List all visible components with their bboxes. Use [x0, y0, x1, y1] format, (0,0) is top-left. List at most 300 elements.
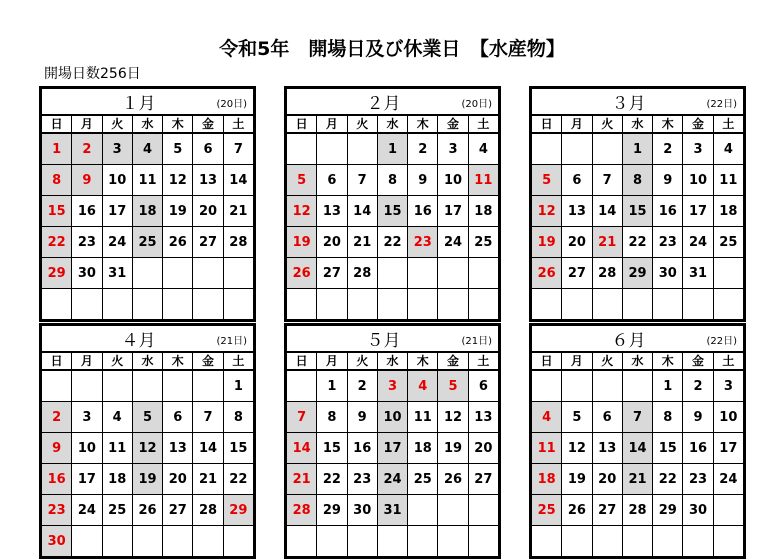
- empty-cell: [132, 258, 162, 289]
- day-cell: 18: [102, 464, 132, 495]
- month-calendar: [39, 86, 256, 322]
- day-cell: 8: [317, 402, 347, 433]
- day-cell: 21: [592, 227, 622, 258]
- day-cell: 12: [132, 433, 162, 464]
- day-cell: 7: [193, 402, 223, 433]
- month-open-days: (20日): [216, 99, 247, 110]
- day-cell: 11: [468, 165, 498, 196]
- day-cell: 30: [72, 258, 102, 289]
- empty-cell: [132, 370, 162, 402]
- day-cell: 9: [653, 165, 683, 196]
- day-cell: 27: [193, 227, 223, 258]
- empty-cell: [438, 495, 468, 526]
- day-cell: 4: [468, 133, 498, 165]
- day-cell: 14: [347, 196, 377, 227]
- day-cell: 5: [532, 165, 562, 196]
- day-cell: 28: [287, 495, 317, 526]
- empty-cell: [377, 258, 407, 289]
- day-cell: 17: [713, 433, 743, 464]
- month-open-days: (22日): [706, 99, 737, 110]
- weekday-label: 日: [287, 352, 317, 370]
- empty-cell: [468, 526, 498, 557]
- weekday-label: 月: [317, 115, 347, 133]
- weekday-label: 金: [193, 115, 223, 133]
- day-cell: 11: [408, 402, 438, 433]
- day-cell: 4: [132, 133, 162, 165]
- day-cell: 24: [102, 227, 132, 258]
- day-cell: 2: [42, 402, 72, 433]
- month-calendar: [39, 323, 256, 559]
- day-cell: 20: [193, 196, 223, 227]
- empty-cell: [622, 370, 652, 402]
- empty-cell: [72, 289, 102, 320]
- day-cell: 25: [713, 227, 743, 258]
- day-cell: 6: [592, 402, 622, 433]
- weekday-label: 水: [377, 352, 407, 370]
- day-cell: 28: [592, 258, 622, 289]
- day-cell: 24: [438, 227, 468, 258]
- weekday-label: 月: [72, 115, 102, 133]
- day-cell: 30: [347, 495, 377, 526]
- empty-cell: [532, 289, 562, 320]
- day-cell: 3: [438, 133, 468, 165]
- day-cell: 10: [683, 165, 713, 196]
- empty-cell: [163, 370, 193, 402]
- day-cell: 3: [102, 133, 132, 165]
- day-cell: 2: [683, 370, 713, 402]
- day-cell: 24: [683, 227, 713, 258]
- day-cell: 22: [377, 227, 407, 258]
- day-cell: 22: [223, 464, 253, 495]
- day-cell: 3: [713, 370, 743, 402]
- empty-cell: [223, 258, 253, 289]
- day-cell: 8: [42, 165, 72, 196]
- day-cell: 26: [287, 258, 317, 289]
- day-cell: 27: [163, 495, 193, 526]
- empty-cell: [562, 526, 592, 557]
- empty-cell: [713, 526, 743, 557]
- day-cell: 14: [622, 433, 652, 464]
- empty-cell: [408, 526, 438, 557]
- day-cell: 6: [193, 133, 223, 165]
- weekday-label: 月: [562, 115, 592, 133]
- empty-cell: [592, 289, 622, 320]
- month-header: [42, 326, 254, 353]
- day-cell: 25: [532, 495, 562, 526]
- day-cell: 17: [102, 196, 132, 227]
- day-cell: 16: [72, 196, 102, 227]
- weekday-label: 火: [347, 352, 377, 370]
- day-cell: 25: [408, 464, 438, 495]
- month-calendar: [529, 323, 746, 559]
- day-cell: 13: [562, 196, 592, 227]
- weekday-label: 火: [592, 115, 622, 133]
- day-cell: 17: [438, 196, 468, 227]
- day-cell: 12: [163, 165, 193, 196]
- day-cell: 23: [72, 227, 102, 258]
- day-cell: 16: [42, 464, 72, 495]
- weekday-label: 木: [653, 352, 683, 370]
- day-cell: 19: [163, 196, 193, 227]
- day-cell: 28: [622, 495, 652, 526]
- day-cell: 20: [592, 464, 622, 495]
- day-cell: 26: [132, 495, 162, 526]
- day-cell: 15: [622, 196, 652, 227]
- day-cell: 1: [653, 370, 683, 402]
- weekday-label: 土: [223, 352, 253, 370]
- weekday-label: 木: [163, 115, 193, 133]
- day-cell: 22: [653, 464, 683, 495]
- month-header: [42, 89, 254, 116]
- day-cell: 13: [193, 165, 223, 196]
- empty-cell: [317, 289, 347, 320]
- empty-cell: [347, 289, 377, 320]
- weekday-label: 日: [532, 115, 562, 133]
- day-cell: 3: [683, 133, 713, 165]
- empty-cell: [532, 133, 562, 165]
- day-cell: 15: [223, 433, 253, 464]
- day-cell: 3: [72, 402, 102, 433]
- empty-cell: [468, 258, 498, 289]
- empty-cell: [163, 258, 193, 289]
- day-cell: 28: [193, 495, 223, 526]
- day-cell: 24: [377, 464, 407, 495]
- empty-cell: [408, 258, 438, 289]
- day-cell: 5: [562, 402, 592, 433]
- day-cell: 12: [438, 402, 468, 433]
- empty-cell: [287, 526, 317, 557]
- month-open-days: (20日): [461, 99, 492, 110]
- weekday-label: 火: [347, 115, 377, 133]
- empty-cell: [287, 289, 317, 320]
- day-cell: 13: [163, 433, 193, 464]
- day-cell: 19: [438, 433, 468, 464]
- empty-cell: [132, 526, 162, 557]
- day-cell: 6: [468, 370, 498, 402]
- empty-cell: [163, 526, 193, 557]
- day-cell: 8: [377, 165, 407, 196]
- day-cell: 4: [532, 402, 562, 433]
- day-cell: 22: [317, 464, 347, 495]
- day-cell: 14: [193, 433, 223, 464]
- day-cell: 15: [377, 196, 407, 227]
- day-cell: 2: [72, 133, 102, 165]
- empty-cell: [622, 526, 652, 557]
- weekday-label: 日: [42, 115, 72, 133]
- empty-cell: [223, 526, 253, 557]
- day-cell: 16: [683, 433, 713, 464]
- empty-cell: [713, 258, 743, 289]
- day-cell: 18: [532, 464, 562, 495]
- day-cell: 14: [223, 165, 253, 196]
- day-cell: 11: [532, 433, 562, 464]
- empty-cell: [562, 133, 592, 165]
- weekday-label: 火: [102, 115, 132, 133]
- empty-cell: [193, 258, 223, 289]
- empty-cell: [653, 526, 683, 557]
- day-cell: 1: [42, 133, 72, 165]
- day-cell: 8: [622, 165, 652, 196]
- day-cell: 7: [592, 165, 622, 196]
- empty-cell: [102, 289, 132, 320]
- empty-cell: [347, 526, 377, 557]
- weekday-label: 金: [438, 352, 468, 370]
- weekday-label: 金: [683, 352, 713, 370]
- month-open-days: (21日): [216, 336, 247, 347]
- day-cell: 11: [102, 433, 132, 464]
- day-cell: 21: [287, 464, 317, 495]
- empty-cell: [683, 289, 713, 320]
- weekday-label: 土: [713, 352, 743, 370]
- day-cell: 16: [653, 196, 683, 227]
- month-header: [287, 326, 499, 353]
- day-cell: 2: [408, 133, 438, 165]
- empty-cell: [317, 526, 347, 557]
- weekday-label: 水: [622, 352, 652, 370]
- month-name: ２月: [366, 94, 401, 114]
- day-cell: 9: [408, 165, 438, 196]
- day-cell: 2: [347, 370, 377, 402]
- empty-cell: [468, 289, 498, 320]
- day-cell: 28: [347, 258, 377, 289]
- empty-cell: [377, 289, 407, 320]
- empty-cell: [102, 370, 132, 402]
- day-cell: 12: [287, 196, 317, 227]
- day-cell: 15: [42, 196, 72, 227]
- day-cell: 27: [317, 258, 347, 289]
- day-cell: 25: [102, 495, 132, 526]
- day-cell: 26: [532, 258, 562, 289]
- month-header: [532, 326, 744, 353]
- day-cell: 13: [592, 433, 622, 464]
- day-cell: 22: [622, 227, 652, 258]
- day-cell: 11: [713, 165, 743, 196]
- weekday-label: 月: [72, 352, 102, 370]
- day-cell: 18: [468, 196, 498, 227]
- day-cell: 21: [193, 464, 223, 495]
- month-calendar: [284, 86, 501, 322]
- empty-cell: [683, 526, 713, 557]
- day-cell: 7: [287, 402, 317, 433]
- day-cell: 1: [317, 370, 347, 402]
- day-cell: 26: [562, 495, 592, 526]
- day-cell: 10: [713, 402, 743, 433]
- empty-cell: [713, 289, 743, 320]
- day-cell: 17: [377, 433, 407, 464]
- day-cell: 6: [317, 165, 347, 196]
- day-cell: 1: [377, 133, 407, 165]
- day-cell: 31: [102, 258, 132, 289]
- weekday-label: 火: [102, 352, 132, 370]
- day-cell: 29: [653, 495, 683, 526]
- day-cell: 17: [683, 196, 713, 227]
- month-name: ４月: [121, 331, 156, 351]
- day-cell: 30: [683, 495, 713, 526]
- day-cell: 12: [562, 433, 592, 464]
- month-calendar: [529, 86, 746, 322]
- weekday-label: 火: [592, 352, 622, 370]
- empty-cell: [193, 526, 223, 557]
- month-name: ５月: [366, 331, 401, 351]
- weekday-label: 木: [163, 352, 193, 370]
- day-cell: 18: [408, 433, 438, 464]
- day-cell: 25: [132, 227, 162, 258]
- weekday-label: 木: [653, 115, 683, 133]
- page-title: 令和5年 開場日及び休業日 【水産物】: [219, 38, 565, 60]
- day-cell: 6: [163, 402, 193, 433]
- empty-cell: [468, 495, 498, 526]
- day-cell: 9: [72, 165, 102, 196]
- empty-cell: [377, 526, 407, 557]
- weekday-label: 土: [468, 115, 498, 133]
- day-cell: 19: [132, 464, 162, 495]
- day-cell: 4: [713, 133, 743, 165]
- empty-cell: [72, 370, 102, 402]
- month-header: [287, 89, 499, 116]
- day-cell: 30: [653, 258, 683, 289]
- empty-cell: [223, 289, 253, 320]
- day-cell: 19: [532, 227, 562, 258]
- day-cell: 10: [377, 402, 407, 433]
- empty-cell: [438, 258, 468, 289]
- day-cell: 29: [223, 495, 253, 526]
- empty-cell: [622, 289, 652, 320]
- empty-cell: [42, 370, 72, 402]
- weekday-label: 金: [438, 115, 468, 133]
- day-cell: 27: [468, 464, 498, 495]
- empty-cell: [438, 526, 468, 557]
- day-cell: 21: [223, 196, 253, 227]
- day-cell: 23: [653, 227, 683, 258]
- month-open-days: (21日): [461, 336, 492, 347]
- empty-cell: [347, 133, 377, 165]
- day-cell: 17: [72, 464, 102, 495]
- weekday-label: 金: [193, 352, 223, 370]
- empty-cell: [287, 370, 317, 402]
- day-cell: 6: [562, 165, 592, 196]
- day-cell: 29: [317, 495, 347, 526]
- day-cell: 4: [102, 402, 132, 433]
- day-cell: 15: [317, 433, 347, 464]
- month-name: １月: [121, 94, 156, 114]
- weekday-label: 土: [223, 115, 253, 133]
- empty-cell: [592, 526, 622, 557]
- weekday-label: 月: [317, 352, 347, 370]
- day-cell: 24: [713, 464, 743, 495]
- day-cell: 2: [653, 133, 683, 165]
- day-cell: 24: [72, 495, 102, 526]
- day-cell: 26: [438, 464, 468, 495]
- empty-cell: [42, 289, 72, 320]
- day-cell: 16: [408, 196, 438, 227]
- day-cell: 7: [347, 165, 377, 196]
- day-cell: 31: [683, 258, 713, 289]
- day-cell: 14: [592, 196, 622, 227]
- day-cell: 26: [163, 227, 193, 258]
- day-cell: 23: [42, 495, 72, 526]
- day-cell: 22: [42, 227, 72, 258]
- day-cell: 23: [683, 464, 713, 495]
- day-cell: 10: [438, 165, 468, 196]
- day-cell: 18: [132, 196, 162, 227]
- month-header: [532, 89, 744, 116]
- weekday-label: 木: [408, 115, 438, 133]
- day-cell: 18: [713, 196, 743, 227]
- weekday-label: 土: [468, 352, 498, 370]
- empty-cell: [562, 370, 592, 402]
- empty-cell: [562, 289, 592, 320]
- day-cell: 16: [347, 433, 377, 464]
- weekday-label: 木: [408, 352, 438, 370]
- day-cell: 5: [287, 165, 317, 196]
- day-cell: 25: [468, 227, 498, 258]
- weekday-label: 水: [132, 115, 162, 133]
- empty-cell: [438, 289, 468, 320]
- empty-cell: [102, 526, 132, 557]
- day-cell: 1: [223, 370, 253, 402]
- day-cell: 12: [532, 196, 562, 227]
- day-cell: 7: [622, 402, 652, 433]
- empty-cell: [532, 370, 562, 402]
- empty-cell: [592, 370, 622, 402]
- day-cell: 23: [347, 464, 377, 495]
- day-cell: 5: [132, 402, 162, 433]
- day-cell: 28: [223, 227, 253, 258]
- empty-cell: [408, 289, 438, 320]
- day-cell: 5: [438, 370, 468, 402]
- day-cell: 11: [132, 165, 162, 196]
- day-cell: 5: [163, 133, 193, 165]
- month-calendar: [284, 323, 501, 559]
- empty-cell: [592, 133, 622, 165]
- weekday-label: 日: [42, 352, 72, 370]
- empty-cell: [317, 133, 347, 165]
- day-cell: 31: [377, 495, 407, 526]
- day-cell: 13: [468, 402, 498, 433]
- day-cell: 21: [622, 464, 652, 495]
- weekday-label: 水: [132, 352, 162, 370]
- day-cell: 19: [287, 227, 317, 258]
- weekday-label: 水: [377, 115, 407, 133]
- empty-cell: [193, 370, 223, 402]
- day-cell: 29: [622, 258, 652, 289]
- weekday-label: 金: [683, 115, 713, 133]
- day-cell: 7: [223, 133, 253, 165]
- day-cell: 1: [622, 133, 652, 165]
- day-cell: 21: [347, 227, 377, 258]
- day-cell: 15: [653, 433, 683, 464]
- empty-cell: [72, 526, 102, 557]
- day-cell: 19: [562, 464, 592, 495]
- empty-cell: [408, 495, 438, 526]
- empty-cell: [653, 289, 683, 320]
- day-cell: 8: [223, 402, 253, 433]
- month-name: ６月: [611, 331, 646, 351]
- day-cell: 27: [592, 495, 622, 526]
- day-cell: 14: [287, 433, 317, 464]
- day-cell: 8: [653, 402, 683, 433]
- weekday-label: 日: [287, 115, 317, 133]
- day-cell: 20: [562, 227, 592, 258]
- empty-cell: [163, 289, 193, 320]
- weekday-label: 土: [713, 115, 743, 133]
- day-cell: 9: [347, 402, 377, 433]
- day-cell: 20: [163, 464, 193, 495]
- day-cell: 13: [317, 196, 347, 227]
- weekday-label: 月: [562, 352, 592, 370]
- day-cell: 20: [317, 227, 347, 258]
- open-days-count: 開場日数256日: [44, 66, 141, 82]
